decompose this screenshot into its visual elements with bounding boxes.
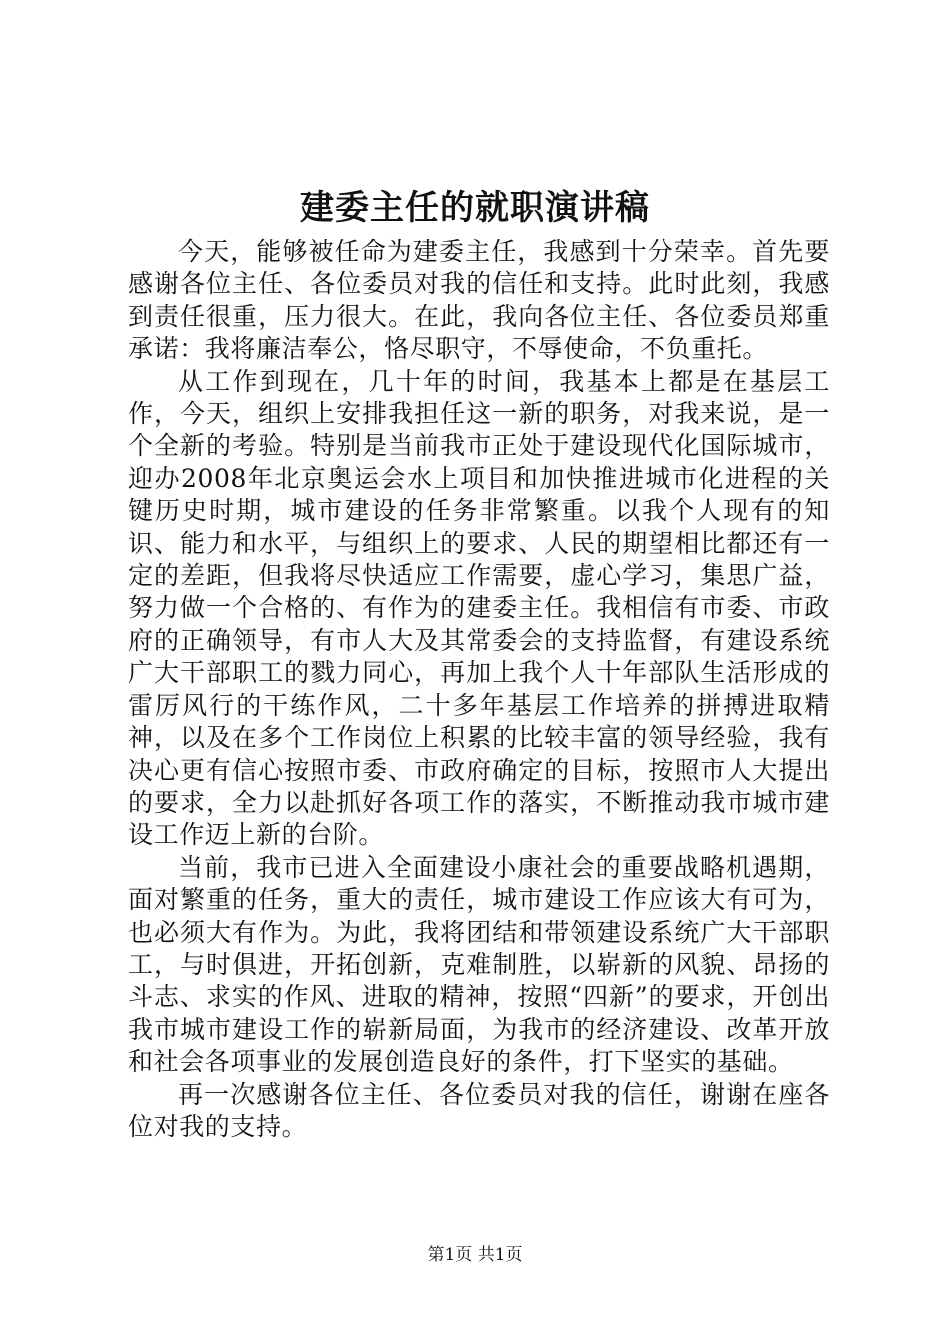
paragraph-1: 今天，能够被任命为建委主任，我感到十分荣幸。首先要感谢各位主任、各位委员对我的信任和支持。此时此刻，我感到责任很重，压力很大。在此，我向各位主任、各位委员郑重承诺：我将廉洁奉公，恪尽职守，不辱使命，不负重托。 (128, 237, 830, 364)
page-number: 第1页 (427, 1245, 473, 1265)
paragraph-4: 再一次感谢各位主任、各位委员对我的信任，谢谢在座各位对我的支持。 (128, 1079, 830, 1141)
page-footer (0, 1243, 950, 1267)
document-body (128, 236, 830, 1143)
paragraph-3: 当前，我市已进入全面建设小康社会的重要战略机遇期，面对繁重的任务，重大的责任，城市建设工作应该大有可为，也必须大有作为。为此，我将团结和带领建设系统广大干部职工，与时俱进，开拓创新，克难制胜，以崭新的风貌、昂扬的斗志、求实的作风、进取的精神，按照“四新”的要求，开创出我市城市建设工作的崭新局面，为我市的经济建设、改革开放和社会各项事业的发展创造良好的条件，打下坚实的基础。 (128, 852, 830, 1077)
paragraph-2: 从工作到现在，几十年的时间，我基本上都是在基层工作，今天，组织上安排我担任这一新的职务，对我来说，是一个全新的考验。特别是当前我市正处于建设现代化国际城市，迎办2008年北京奥运会水上项目和加快推进城市化进程的关键历史时期，城市建设的任务非常繁重。以我个人现有的知识、能力和水平，与组织上的要求、人民的期望相比都还有一定的差距，但我将尽快适应工作需要，虚心学习，集思广益，努力做一个合格的、有作为的建委主任。我相信有市委、市政府的正确领导，有市人大及其常委会的支持监督，有建设系统广大干部职工的戮力同心，再加上我个人十年部队生活形成的雷厉风行的干练作风，二十多年基层工作培养的拼搏进取精神，以及在多个工作岗位上积累的比较丰富的领导经验，我有决心更有信心按照市委、市政府确定的目标，按照市人大提出的要求，全力以赴抓好各项工作的落实，不断推动我市城市建设工作迈上新的台阶。 (128, 366, 830, 850)
page-total: 共1页 (477, 1245, 523, 1265)
document-title: 建委主任的就职演讲稿 (300, 188, 650, 228)
